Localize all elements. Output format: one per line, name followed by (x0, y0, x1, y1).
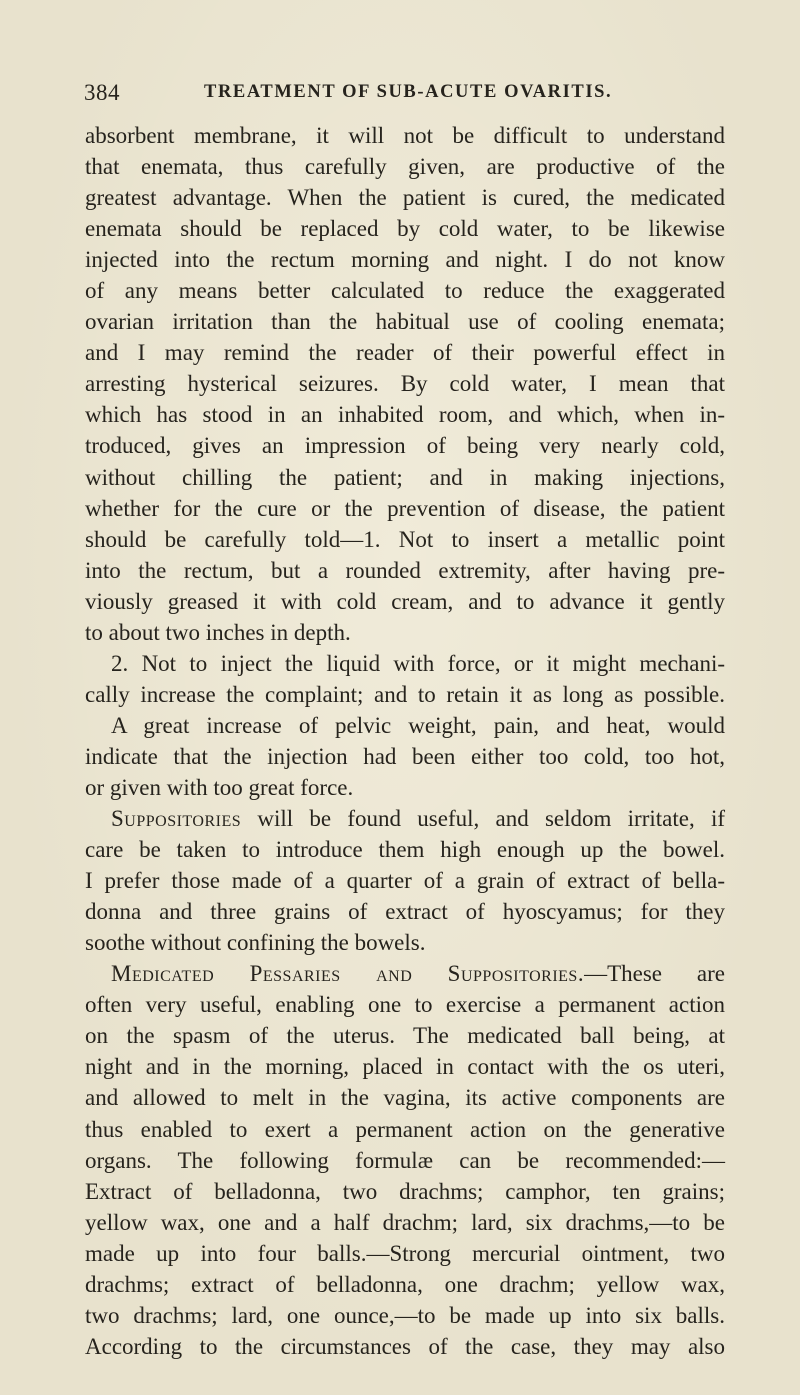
line-text: enemata should be replaced by cold water, to be likewise (85, 216, 725, 242)
line-text: I prefer those made of a quarter of a grain of extract of bella- (85, 868, 725, 894)
small-caps-heading: Suppositories (111, 806, 242, 832)
page-number: 384 (84, 80, 120, 105)
text-line (85, 586, 725, 617)
line-text: cally increase the complaint; and to retain it as long as possible. (85, 681, 725, 707)
text-line (85, 244, 725, 275)
text-line (85, 834, 725, 865)
body-text (85, 120, 725, 1362)
line-text: made up into four balls.—Strong mercurial ointment, two (85, 1240, 725, 1266)
text-line (85, 213, 725, 244)
text-line (85, 399, 725, 430)
line-text: drachms; extract of belladonna, one drachm; yellow wax, (85, 1271, 725, 1297)
line-text: into the rectum, but a rounded extremity, after having pre- (85, 557, 725, 583)
text-line (85, 679, 725, 710)
line-text: absorbent membrane, it will not be difficult to understand (85, 123, 725, 148)
text-line (85, 493, 725, 524)
text-line (85, 710, 725, 741)
line-text: injected into the rectum morning and night. I do not know (85, 247, 725, 273)
line-text: thus enabled to exert a permanent action on the generative (85, 1116, 725, 1142)
text-line (85, 1145, 725, 1176)
line-text: care be taken to introduce them high enough up the bowel. (85, 837, 725, 863)
text-line (85, 1238, 725, 1269)
line-text: whether for the cure or the prevention of disease, the patient (85, 495, 725, 521)
text-line (85, 741, 725, 772)
text-line (85, 120, 725, 151)
line-text: yellow wax, one and a half drachm; lard, six drachms,—to be (85, 1209, 725, 1235)
text-line (85, 275, 725, 306)
running-head (84, 80, 724, 110)
small-caps-heading: Medicated Pessaries and Suppositories. (111, 961, 585, 987)
text-line (85, 648, 725, 679)
line-text: Extract of belladonna, two drachms; camphor, ten grains; (85, 1178, 725, 1204)
line-text: to about two inches in depth. (85, 619, 351, 645)
text-line (85, 803, 725, 834)
text-line (85, 555, 725, 586)
line-text: which has stood in an inhabited room, and which, when in- (85, 402, 725, 428)
text-line (85, 896, 725, 927)
line-text: greatest advantage. When the patient is cured, the medicated (85, 185, 725, 211)
line-text: will be found useful, and seldom irritate, if (241, 806, 725, 832)
text-line (85, 865, 725, 896)
line-text: donna and three grains of extract of hyoscyamus; for they (85, 899, 725, 925)
line-text: and allowed to melt in the vagina, its active components are (85, 1085, 725, 1111)
text-line (85, 772, 725, 803)
line-text: and I may remind the reader of their powerful effect in (85, 340, 725, 366)
text-line (85, 306, 725, 337)
line-text: of any means better calculated to reduce the exaggerated (85, 278, 725, 304)
line-text: —These are (584, 961, 725, 987)
text-line (85, 524, 725, 555)
line-text: arresting hysterical seizures. By cold water, I mean that (85, 371, 725, 397)
text-line (85, 927, 725, 958)
text-line (85, 151, 725, 182)
text-line (85, 1176, 725, 1207)
text-line (85, 337, 725, 368)
text-line (85, 1051, 725, 1082)
line-text: that enemata, thus carefully given, are productive of the (85, 154, 725, 180)
line-text: on the spasm of the uterus. The medicated ball being, at (85, 1023, 725, 1049)
line-text: without chilling the patient; and in making injections, (85, 464, 725, 490)
text-line (85, 1269, 725, 1300)
line-text: ovarian irritation than the habitual use of cooling enemata; (85, 309, 725, 335)
text-line (85, 462, 725, 493)
text-line (85, 368, 725, 399)
line-text: A great increase of pelvic weight, pain, and heat, would (111, 712, 725, 738)
line-text: or given with too great force. (85, 774, 354, 800)
text-line (85, 1114, 725, 1145)
line-text: two drachms; lard, one ounce,—to be made up into six balls. (85, 1302, 725, 1328)
text-line (85, 1300, 725, 1331)
line-text: should be carefully told—1. Not to insert a metallic point (85, 526, 725, 552)
line-text: 2. Not to inject the liquid with force, or it might mechani- (111, 650, 725, 676)
text-line (85, 989, 725, 1020)
line-text: According to the circumstances of the case, they may also (85, 1333, 725, 1359)
line-text: night and in the morning, placed in contact with the os uteri, (85, 1054, 725, 1080)
text-line (85, 182, 725, 213)
text-line (85, 1020, 725, 1051)
text-line (85, 1207, 725, 1238)
text-line (85, 1331, 725, 1362)
running-head-title: TREATMENT OF SUB-ACUTE OVARITIS. (204, 82, 613, 102)
text-line (85, 958, 725, 989)
text-line (85, 430, 725, 461)
line-text: indicate that the injection had been either too cold, too hot, (85, 743, 725, 769)
line-text: often very useful, enabling one to exercise a permanent action (85, 992, 725, 1018)
line-text: troduced, gives an impression of being very nearly cold, (85, 433, 725, 459)
line-text: organs. The following formulæ can be recommended:— (85, 1147, 725, 1173)
text-line (85, 617, 725, 648)
line-text: viously greased it with cold cream, and to advance it gently (85, 588, 725, 614)
text-line (85, 1082, 725, 1113)
line-text: soothe without confining the bowels. (85, 930, 426, 956)
